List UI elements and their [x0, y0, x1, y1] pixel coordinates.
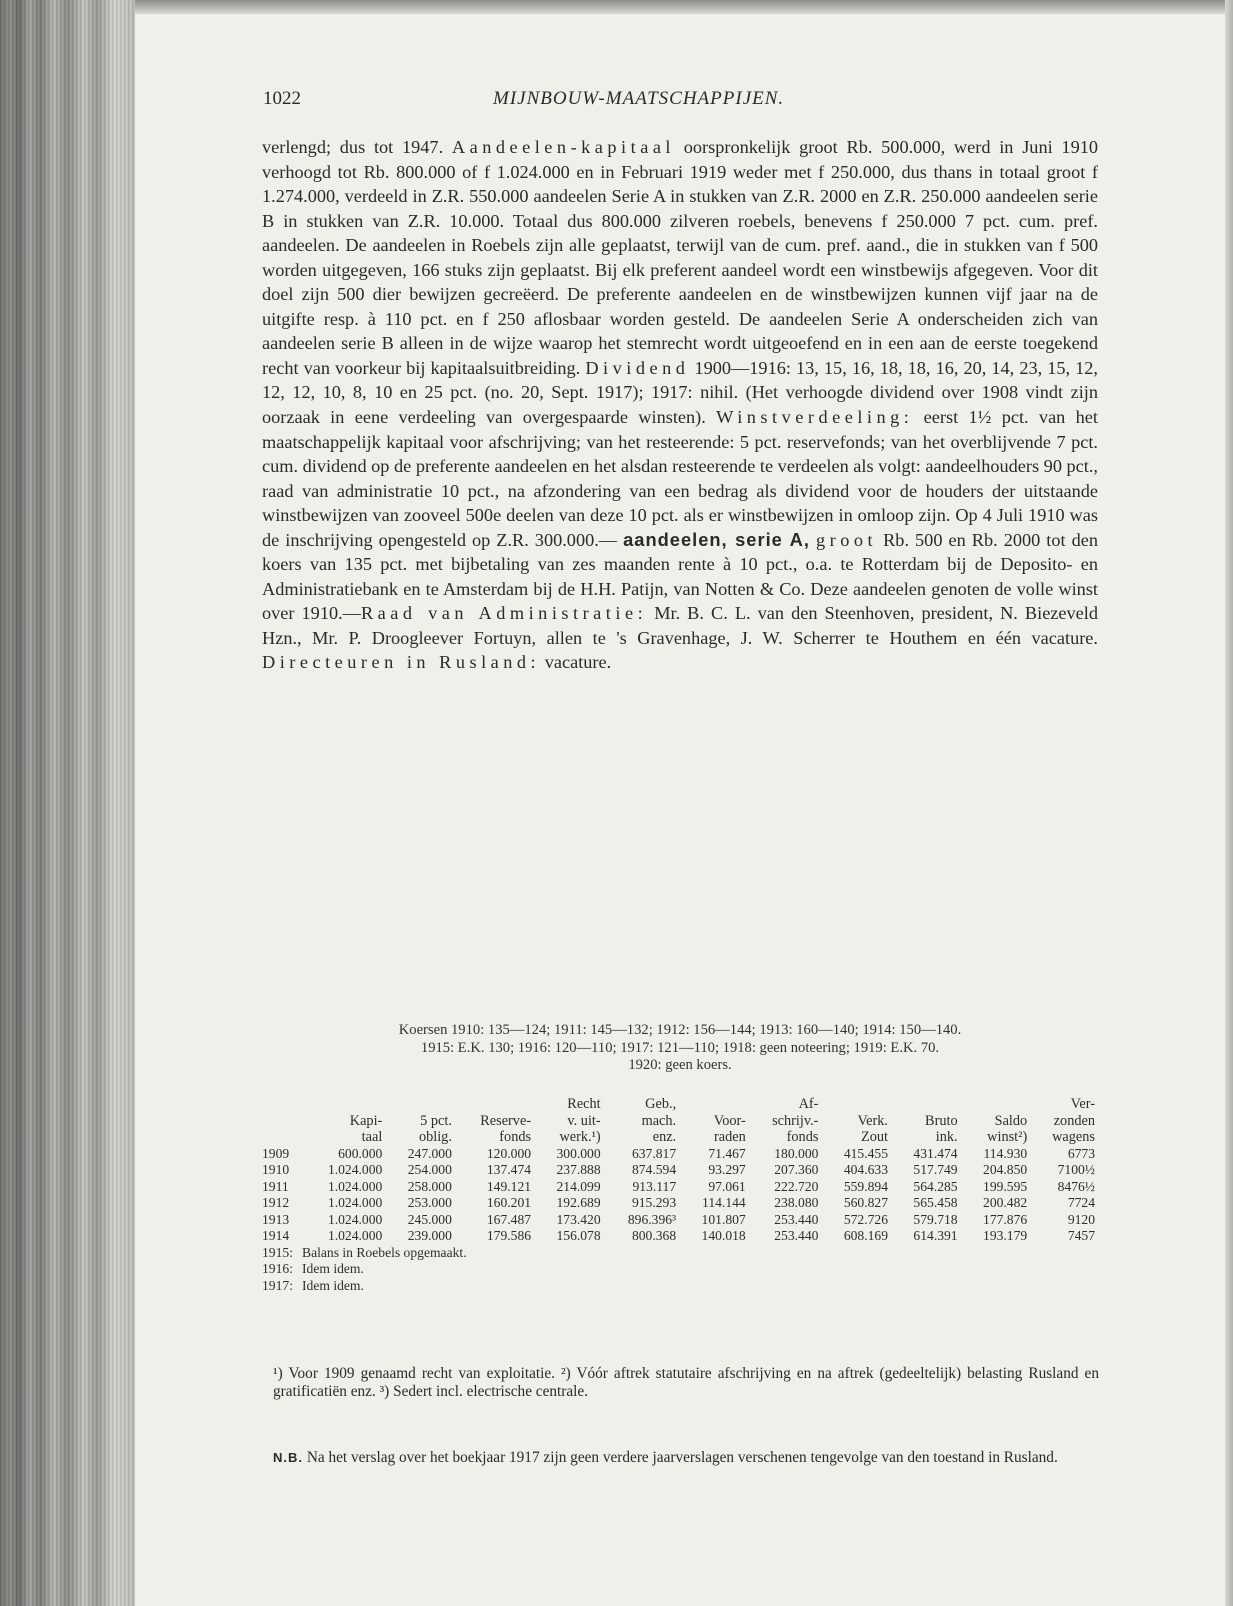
table-row: [262, 1195, 1097, 1212]
header-cell: Saldo: [994, 1112, 1028, 1129]
table-cell: 614.391: [913, 1228, 958, 1243]
header-cell: werk.¹): [559, 1129, 601, 1145]
year-cell: 1916:: [262, 1261, 293, 1276]
year-cell: 1912: [262, 1195, 290, 1210]
header-cell: taal: [361, 1129, 383, 1145]
header-cell: Geb.,: [645, 1096, 677, 1112]
heading-dividend: Dividend: [585, 357, 690, 378]
nb-text: Na het verslag over het boekjaar 1917 zijn geen verdere jaarverslagen verschenen tengevolge van den toestand in Rusland.: [303, 1449, 1058, 1466]
note-cell: Balans in Roebels opgemaakt.: [302, 1244, 467, 1260]
table-cell: 9120: [1067, 1211, 1095, 1227]
header-cell: [890, 1096, 960, 1113]
table-cell: 915.293: [631, 1195, 677, 1210]
header-cell: [960, 1096, 1030, 1113]
header-cell: Af-: [798, 1096, 819, 1112]
page-right-edge: [1225, 0, 1233, 1606]
table-cell: 800.368: [631, 1228, 677, 1243]
body-text: 1900—1916: 13, 15, 16, 18, 18, 16, 20, 14, 23, 15, 12, 12, 12, 10, 8, 10 en 25 pct. (no. 20, Sept. 1917); 1917: nihil. (Het verhoogde dividend over 1908 vindt zijn oorzaak in eene verdeeling van overgespaarde winsten).: [262, 357, 1099, 428]
spaced-groot: groot: [816, 529, 878, 550]
table-cell: 8476½: [1057, 1178, 1095, 1194]
header-cell: Bruto: [925, 1112, 958, 1129]
body-text: eerst 1½ pct. van het maatschappelijk kapitaal voor afschrijving; van het resteerende: 5 pct. reservefonds; van het overblijvende 7 pct. cum. dividend op de preferente aandeelen en het alsdan resteerende te verdeelen als volgt: aandeelhouders 90 pct., raad van administratie 10 pct., na afzondering van een bedrag als dividend voor de houders der uitstaande winstbewijzen van zooveel 500e deelen van deze 10 pct. als er winstbewijzen in omloop zijn. Op 4 Juli 1910 was de inschrijving opengesteld op Z.R. 300.000.—: [262, 407, 1099, 550]
table-cell: 1.024.000: [327, 1195, 383, 1210]
table-cell: 579.718: [913, 1211, 958, 1227]
koersen-line: 1920: geen koers.: [628, 1057, 732, 1073]
table-cell: 137.474: [486, 1162, 532, 1177]
year-cell: 1915:: [262, 1244, 293, 1260]
table-cell: 517.749: [913, 1162, 958, 1177]
table-cell: 149.121: [486, 1178, 532, 1194]
table-cell: 204.850: [983, 1162, 1028, 1177]
nb-note: [273, 1449, 1099, 1467]
header-cell: Voor-: [713, 1112, 746, 1129]
table-cell: 254.000: [407, 1162, 452, 1177]
table-cell: 140.018: [701, 1228, 746, 1243]
header-row: [262, 1113, 1097, 1130]
share-prices: [270, 1022, 1090, 1075]
table-cell: 600.000: [338, 1145, 383, 1161]
table-note-row: [262, 1261, 1097, 1278]
header-cell: raden: [713, 1129, 746, 1145]
header-cell: Kapi-: [349, 1112, 383, 1129]
table-cell: 101.807: [701, 1211, 746, 1227]
year-cell: 1917:: [262, 1277, 293, 1293]
table-cell: 1.024.000: [327, 1178, 383, 1194]
heading-aandeelen-kapitaal: Aandeelen-kapitaal: [451, 137, 676, 157]
table-row: [262, 1228, 1097, 1245]
table-cell: 114.930: [983, 1145, 1028, 1161]
year-cell: 1914: [262, 1228, 290, 1243]
koersen-line: Koersen 1910: 135—124; 1911: 145—132; 1912: 156—144; 1913: 160—140; 1914: 150—140.: [398, 1022, 962, 1038]
table-row: [262, 1162, 1097, 1179]
table-cell: 560.827: [843, 1195, 889, 1210]
heading-winstverdeeling: Winstverdeeling:: [716, 407, 914, 428]
body-paragraph: [262, 135, 1098, 675]
year-cell: 1913: [262, 1211, 290, 1227]
header-cell: zonden: [1053, 1112, 1095, 1129]
table-cell: 896.396³: [627, 1211, 677, 1227]
header-cell: fonds: [499, 1129, 532, 1145]
header-cell: [262, 1096, 300, 1113]
table-cell: 222.720: [774, 1178, 819, 1194]
header-cell: Zout: [861, 1129, 889, 1145]
table-cell: 237.888: [556, 1162, 601, 1177]
heading-directeuren: Directeuren in Rusland:: [262, 652, 541, 673]
table-body: [262, 1146, 1097, 1295]
table-cell: 874.594: [631, 1162, 677, 1177]
header-cell: [384, 1096, 454, 1113]
year-cell: 1910: [262, 1162, 290, 1177]
table-cell: 173.420: [556, 1211, 601, 1227]
table-cell: 167.487: [486, 1211, 532, 1227]
header-cell: schrijv.-: [772, 1112, 819, 1129]
emphasis-aandeelen-serie-a: aandeelen, serie A,: [623, 528, 810, 550]
table-cell: 1.024.000: [327, 1211, 383, 1227]
year-cell: 1909: [262, 1145, 290, 1161]
table-cell: 1.024.000: [327, 1162, 383, 1177]
table-header: [262, 1096, 1097, 1146]
company-description: [262, 135, 1098, 675]
header-cell: ink.: [935, 1129, 958, 1145]
header-cell: oblig.: [418, 1129, 452, 1145]
note-cell: Idem idem.: [302, 1277, 364, 1293]
header-cell: 5 pct.: [420, 1112, 452, 1129]
header-cell: mach.: [641, 1112, 677, 1129]
header-cell: fonds: [786, 1129, 819, 1145]
table-cell: 258.000: [407, 1178, 452, 1194]
table-cell: 7724: [1067, 1195, 1095, 1210]
heading-raad-van-administratie: Raad van Administratie:: [360, 603, 648, 624]
header-cell: [678, 1096, 748, 1113]
table-cell: 253.440: [774, 1228, 819, 1243]
table-cell: 160.201: [486, 1195, 532, 1210]
table-cell: 608.169: [843, 1228, 889, 1243]
table-cell: 93.297: [708, 1162, 746, 1177]
header-cell: v. uit-: [567, 1112, 601, 1129]
table-cell: 200.482: [983, 1195, 1028, 1210]
table-cell: 247.000: [407, 1145, 452, 1161]
note-cell: Idem idem.: [302, 1261, 364, 1276]
table-cell: 6773: [1067, 1145, 1095, 1161]
table-cell: 253.000: [407, 1195, 452, 1210]
table-cell: 7100½: [1057, 1162, 1095, 1177]
table-cell: 114.144: [702, 1195, 746, 1210]
table-cell: 120.000: [486, 1145, 532, 1161]
table-cell: 253.440: [774, 1211, 819, 1227]
table-cell: 214.099: [556, 1178, 601, 1194]
table-cell: 572.726: [843, 1211, 889, 1227]
table-cell: 97.061: [708, 1178, 746, 1194]
page-number: 1022: [263, 88, 301, 109]
table-cell: 156.078: [556, 1228, 601, 1243]
table-note-row: [262, 1278, 1097, 1295]
body-text: Rb. 500 en Rb. 2000 tot den koers van 135 pct. met bijbetaling van zes maanden rente à 10 pct., o.a. te Rotterdam bij de Deposito- en Administratiebank en te Amsterdam bij de H.H. Patijn, van Notten & Co. Deze aandeelen genoten de volle winst over 1910.—: [262, 529, 1098, 624]
header-cell: wagens: [1052, 1129, 1095, 1145]
book-spine: [0, 0, 135, 1606]
table-cell: 404.633: [843, 1162, 889, 1177]
table-cell: 180.000: [774, 1145, 819, 1161]
header-cell: winst²): [987, 1129, 1028, 1145]
table-cell: 193.179: [983, 1228, 1028, 1243]
header-cell: Reserve-: [480, 1112, 532, 1129]
nb-label: N.B.: [273, 1450, 303, 1465]
running-title: MIJNBOUW-MAATSCHAPPIJEN.: [493, 88, 785, 109]
body-text: Mr. B. C. L. van den Steenhoven, president, N. Biezeveld Hzn., Mr. P. Droogleever Fortuyn, allen te 's Gravenhage, J. W. Scherrer te Houthem en één vacature.: [262, 603, 1099, 648]
page-header: [263, 88, 1108, 112]
koersen-line: 1915: E.K. 130; 1916: 120—110; 1917: 121—110; 1918: geen noteering; 1919: E.K. 70.: [420, 1039, 940, 1056]
table-cell: 239.000: [407, 1228, 452, 1243]
table-cell: 1.024.000: [327, 1228, 383, 1243]
financial-table: [262, 1096, 1097, 1294]
header-cell: [262, 1129, 300, 1146]
table-cell: 300.000: [556, 1145, 601, 1161]
header-cell: enz.: [652, 1129, 677, 1145]
table-cell: 245.000: [407, 1211, 452, 1227]
table-cell: 71.467: [708, 1145, 746, 1161]
header-row: [262, 1129, 1097, 1146]
body-text: verlengd; dus tot 1947.: [262, 137, 452, 157]
table-cell: 238.080: [774, 1195, 819, 1210]
header-cell: [454, 1096, 533, 1113]
body-text: oorspronkelijk groot Rb. 500.000, werd in Juni 1910 verhoogd tot Rb. 800.000 of f 1.024.000 en in Februari 1919 weder met f 250.000, dus thans in totaal groot f 1.274.000, verdeeld in Z.R. 550.000 aandeelen Serie A in stukken van Z.R. 2000 en Z.R. 250.000 aandeelen serie B in stukken van Z.R. 10.000. Totaal dus 800.000 zilveren roebels, benevens f 250.000 7 pct. cum. pref. aandeelen. De aandeelen in Roebels zijn alle geplaatst, terwijl van de cum. pref. aand., die in stukken van f 500 worden uitgegeven, 166 stuks zijn geplaatst. Bij elk preferent aandeel wordt een winstbewijs afgegeven. Voor dit doel zijn 500 dier bewijzen gecreëerd. De preferente aandeelen en de winstbewijzen kunnen vijf jaar na de uitgifte resp. à 110 pct. en f 250 aflosbaar worden gesteld. De aandeelen Serie A onderscheiden zich van aandeelen serie B alleen in de wijze waarop het stemrecht wordt uitgeoefend en in een aan de eerste toegekend recht van voorkeur bij kapitaalsuitbreiding.: [262, 137, 1098, 378]
table-cell: 192.689: [556, 1195, 601, 1210]
table-row: [262, 1146, 1097, 1163]
table-cell: 7457: [1067, 1228, 1095, 1243]
page-top-edge: [135, 0, 1233, 14]
table-note-row: [262, 1245, 1097, 1262]
header-cell: Ver-: [1070, 1096, 1095, 1112]
table-cell: 177.876: [983, 1211, 1028, 1227]
table-row: [262, 1212, 1097, 1229]
header-cell: [820, 1096, 890, 1113]
header-cell: [300, 1096, 384, 1113]
table-cell: 559.894: [843, 1178, 889, 1194]
header-row: [262, 1096, 1097, 1113]
table-cell: 199.595: [983, 1178, 1028, 1194]
table-cell: 564.285: [913, 1178, 958, 1194]
table-cell: 207.360: [774, 1162, 819, 1177]
table-cell: 179.586: [486, 1228, 532, 1243]
header-cell: Verk.: [857, 1112, 889, 1129]
table-footnotes: ¹) Voor 1909 genaamd recht van exploitatie. ²) Vóór aftrek statutaire afschrijving en na aftrek (gedeeltelijk) belasting Rusland en gratificatiën enz. ³) Sedert incl. electrische centrale.: [273, 1365, 1099, 1401]
year-cell: 1911: [262, 1178, 289, 1194]
table-cell: 913.117: [632, 1178, 677, 1194]
header-cell: Recht: [567, 1096, 601, 1112]
body-text: vacature.: [540, 652, 612, 673]
table-row: [262, 1179, 1097, 1196]
table-cell: 637.817: [631, 1145, 677, 1161]
table-cell: 415.455: [843, 1145, 889, 1161]
table-cell: 565.458: [913, 1195, 958, 1210]
table-cell: 431.474: [913, 1145, 958, 1161]
header-cell: [262, 1113, 300, 1130]
